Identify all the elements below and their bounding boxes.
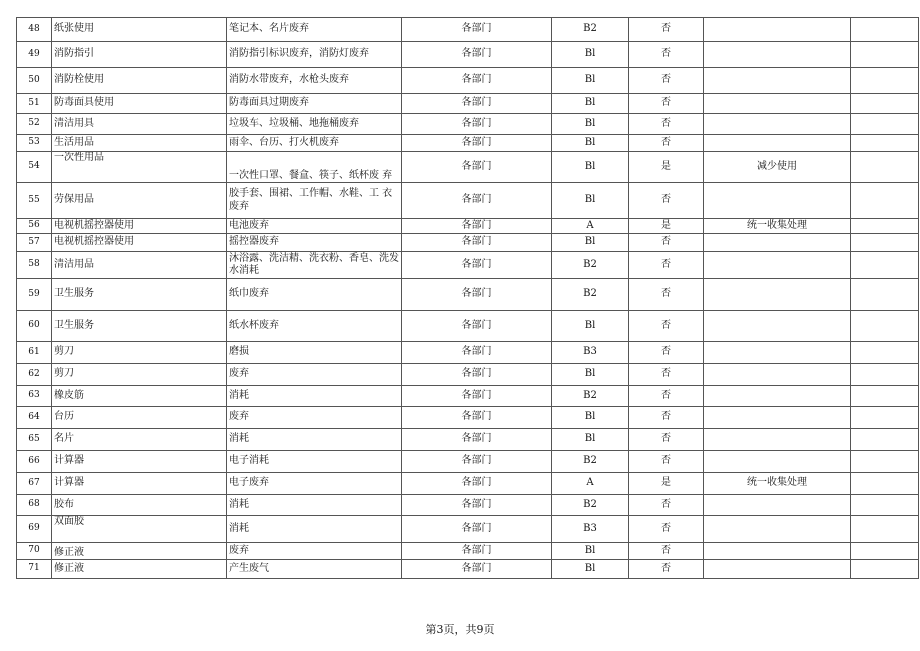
- row-number: 68: [17, 495, 52, 516]
- blank-cell: [851, 473, 919, 495]
- aspect-description: 电子废弃: [227, 473, 402, 495]
- blank-cell: [851, 234, 919, 252]
- significant-flag: 否: [629, 451, 704, 473]
- significant-flag: 是: [629, 473, 704, 495]
- row-number: 65: [17, 429, 52, 451]
- significant-flag: 否: [629, 114, 704, 135]
- blank-cell: [851, 219, 919, 234]
- level-code: B2: [552, 495, 629, 516]
- control-measure: [704, 429, 851, 451]
- table-row: [17, 183, 919, 219]
- aspect-description: 产生废气: [227, 560, 402, 579]
- level-code: B2: [552, 451, 629, 473]
- level-code: Bl: [552, 152, 629, 183]
- level-code: B2: [552, 18, 629, 42]
- level-code: Bl: [552, 234, 629, 252]
- page-number: 第3页，共9页: [425, 623, 495, 636]
- control-measure: [704, 342, 851, 364]
- control-measure: [704, 386, 851, 407]
- significant-flag: 否: [629, 429, 704, 451]
- row-number: 61: [17, 342, 52, 364]
- significant-flag: 否: [629, 543, 704, 560]
- level-code: Bl: [552, 183, 629, 219]
- table-row: [17, 364, 919, 386]
- aspect-description: 消耗: [227, 495, 402, 516]
- table-row: [17, 451, 919, 473]
- table-row: [17, 68, 919, 94]
- significant-flag: 否: [629, 386, 704, 407]
- control-measure: [704, 543, 851, 560]
- aspect-item: 台历: [52, 407, 227, 429]
- table-row: [17, 311, 919, 342]
- level-code: Bl: [552, 311, 629, 342]
- level-code: Bl: [552, 68, 629, 94]
- blank-cell: [851, 543, 919, 560]
- blank-cell: [851, 42, 919, 68]
- blank-cell: [851, 342, 919, 364]
- control-measure: [704, 94, 851, 114]
- control-measure: [704, 114, 851, 135]
- blank-cell: [851, 451, 919, 473]
- table-row: [17, 560, 919, 579]
- department: 各部门: [402, 429, 552, 451]
- significant-flag: 否: [629, 68, 704, 94]
- control-measure: [704, 451, 851, 473]
- level-code: Bl: [552, 114, 629, 135]
- row-number: 59: [17, 279, 52, 311]
- table-row: [17, 495, 919, 516]
- department: 各部门: [402, 68, 552, 94]
- control-measure: [704, 18, 851, 42]
- department: 各部门: [402, 219, 552, 234]
- aspect-description: 雨伞、台历、打火机废弃: [227, 135, 402, 152]
- aspect-description: 垃圾车、垃圾桶、地拖桶废弃: [227, 114, 402, 135]
- aspect-table: [16, 17, 919, 579]
- row-number: 66: [17, 451, 52, 473]
- aspect-description: 消耗: [227, 386, 402, 407]
- row-number: 67: [17, 473, 52, 495]
- significant-flag: 否: [629, 364, 704, 386]
- control-measure: [704, 42, 851, 68]
- row-number: 62: [17, 364, 52, 386]
- department: 各部门: [402, 42, 552, 68]
- control-measure: [704, 516, 851, 543]
- significant-flag: 否: [629, 279, 704, 311]
- blank-cell: [851, 279, 919, 311]
- aspect-item: 防毒面具使用: [52, 94, 227, 114]
- level-code: Bl: [552, 94, 629, 114]
- table-row: [17, 429, 919, 451]
- table-row: [17, 219, 919, 234]
- row-number: 51: [17, 94, 52, 114]
- row-number: 48: [17, 18, 52, 42]
- level-code: Bl: [552, 135, 629, 152]
- row-number: 63: [17, 386, 52, 407]
- control-measure: [704, 407, 851, 429]
- aspect-description: 防毒面具过期废弃: [227, 94, 402, 114]
- control-measure: [704, 252, 851, 279]
- table-row: [17, 42, 919, 68]
- aspect-item: 名片: [52, 429, 227, 451]
- aspect-description: 磨损: [227, 342, 402, 364]
- row-number: 70: [17, 543, 52, 560]
- level-code: B2: [552, 279, 629, 311]
- row-number: 54: [17, 152, 52, 183]
- department: 各部门: [402, 543, 552, 560]
- aspect-item: 剪刀: [52, 364, 227, 386]
- level-code: Bl: [552, 560, 629, 579]
- department: 各部门: [402, 94, 552, 114]
- table-row: [17, 516, 919, 543]
- table-row: [17, 18, 919, 42]
- aspect-description: 沐浴露、洗洁精、洗衣粉、香皂、洗发水消耗: [227, 252, 402, 279]
- aspect-description: 胶手套、围裙、工作帽、水鞋、工 衣废弃: [227, 183, 402, 219]
- blank-cell: [851, 429, 919, 451]
- row-number: 71: [17, 560, 52, 579]
- blank-cell: [851, 516, 919, 543]
- row-number: 50: [17, 68, 52, 94]
- row-number: 55: [17, 183, 52, 219]
- department: 各部门: [402, 279, 552, 311]
- significant-flag: 否: [629, 42, 704, 68]
- blank-cell: [851, 18, 919, 42]
- row-number: 49: [17, 42, 52, 68]
- department: 各部门: [402, 516, 552, 543]
- significant-flag: 否: [629, 94, 704, 114]
- aspect-item: 计算器: [52, 451, 227, 473]
- table-row: [17, 234, 919, 252]
- table-row: [17, 386, 919, 407]
- blank-cell: [851, 135, 919, 152]
- aspect-description: 消耗: [227, 516, 402, 543]
- level-code: B3: [552, 516, 629, 543]
- aspect-item: 清洁用品: [52, 252, 227, 279]
- significant-flag: 是: [629, 152, 704, 183]
- aspect-item: 卫生服务: [52, 311, 227, 342]
- aspect-description: 消耗: [227, 429, 402, 451]
- level-code: Bl: [552, 42, 629, 68]
- significant-flag: 否: [629, 516, 704, 543]
- department: 各部门: [402, 152, 552, 183]
- aspect-item: 胶布: [52, 495, 227, 516]
- aspect-item: 清洁用具: [52, 114, 227, 135]
- significant-flag: 否: [629, 407, 704, 429]
- level-code: Bl: [552, 543, 629, 560]
- aspect-description: 笔记本、名片废弃: [227, 18, 402, 42]
- control-measure: 减少使用: [704, 152, 851, 183]
- blank-cell: [851, 560, 919, 579]
- control-measure: [704, 364, 851, 386]
- row-number: 64: [17, 407, 52, 429]
- control-measure: 统一收集处理: [704, 473, 851, 495]
- aspect-description: 电子消耗: [227, 451, 402, 473]
- significant-flag: 否: [629, 234, 704, 252]
- table-row: [17, 94, 919, 114]
- aspect-item: 剪刀: [52, 342, 227, 364]
- aspect-description: 废弃: [227, 543, 402, 560]
- control-measure: [704, 135, 851, 152]
- aspect-description: 消防指引标识废弃，消防灯废弃: [227, 42, 402, 68]
- aspect-item: 修正液: [52, 543, 227, 560]
- blank-cell: [851, 386, 919, 407]
- significant-flag: 是: [629, 219, 704, 234]
- table-row: [17, 473, 919, 495]
- table-row: [17, 543, 919, 560]
- aspect-description: 纸水杯废弃: [227, 311, 402, 342]
- control-measure: [704, 234, 851, 252]
- aspect-item: 卫生服务: [52, 279, 227, 311]
- control-measure: [704, 311, 851, 342]
- aspect-item: 修正液: [52, 560, 227, 579]
- control-measure: [704, 279, 851, 311]
- department: 各部门: [402, 364, 552, 386]
- blank-cell: [851, 152, 919, 183]
- blank-cell: [851, 252, 919, 279]
- aspect-item: 消防栓使用: [52, 68, 227, 94]
- row-number: 52: [17, 114, 52, 135]
- aspect-item: 电视机摇控器使用: [52, 219, 227, 234]
- aspect-description: 消防水带废弃，水枪头废弃: [227, 68, 402, 94]
- control-measure: [704, 183, 851, 219]
- control-measure: [704, 560, 851, 579]
- blank-cell: [851, 114, 919, 135]
- aspect-item: 电视机摇控器使用: [52, 234, 227, 252]
- significant-flag: 否: [629, 183, 704, 219]
- department: 各部门: [402, 234, 552, 252]
- row-number: 60: [17, 311, 52, 342]
- blank-cell: [851, 183, 919, 219]
- row-number: 53: [17, 135, 52, 152]
- department: 各部门: [402, 18, 552, 42]
- department: 各部门: [402, 495, 552, 516]
- department: 各部门: [402, 342, 552, 364]
- department: 各部门: [402, 183, 552, 219]
- aspect-description: 摇控器废弃: [227, 234, 402, 252]
- blank-cell: [851, 94, 919, 114]
- table-row: [17, 135, 919, 152]
- aspect-description: 纸巾废弃: [227, 279, 402, 311]
- significant-flag: 否: [629, 311, 704, 342]
- table-row: [17, 114, 919, 135]
- department: 各部门: [402, 386, 552, 407]
- significant-flag: 否: [629, 560, 704, 579]
- blank-cell: [851, 495, 919, 516]
- level-code: B2: [552, 252, 629, 279]
- table-row: [17, 279, 919, 311]
- aspect-item: 劳保用品: [52, 183, 227, 219]
- aspect-item: 计算器: [52, 473, 227, 495]
- blank-cell: [851, 311, 919, 342]
- table-row: [17, 152, 919, 183]
- department: 各部门: [402, 451, 552, 473]
- significant-flag: 否: [629, 342, 704, 364]
- level-code: B3: [552, 342, 629, 364]
- aspect-item: 双面胶: [52, 516, 227, 543]
- aspect-description: 一次性口罩、餐盒、筷子、纸杯废 弃: [227, 152, 402, 183]
- aspect-item: 一次性用品: [52, 152, 227, 183]
- table-row: [17, 342, 919, 364]
- department: 各部门: [402, 560, 552, 579]
- level-code: A: [552, 219, 629, 234]
- department: 各部门: [402, 407, 552, 429]
- level-code: Bl: [552, 407, 629, 429]
- significant-flag: 否: [629, 495, 704, 516]
- level-code: B2: [552, 386, 629, 407]
- level-code: A: [552, 473, 629, 495]
- level-code: Bl: [552, 364, 629, 386]
- department: 各部门: [402, 473, 552, 495]
- aspect-description: 废弃: [227, 407, 402, 429]
- aspect-description: 废弃: [227, 364, 402, 386]
- blank-cell: [851, 68, 919, 94]
- level-code: Bl: [552, 429, 629, 451]
- significant-flag: 否: [629, 18, 704, 42]
- department: 各部门: [402, 114, 552, 135]
- blank-cell: [851, 407, 919, 429]
- aspect-item: 橡皮筋: [52, 386, 227, 407]
- row-number: 56: [17, 219, 52, 234]
- control-measure: [704, 68, 851, 94]
- row-number: 69: [17, 516, 52, 543]
- aspect-item: 纸张使用: [52, 18, 227, 42]
- control-measure: 统一收集处理: [704, 219, 851, 234]
- aspect-description: 电池废弃: [227, 219, 402, 234]
- blank-cell: [851, 364, 919, 386]
- significant-flag: 否: [629, 135, 704, 152]
- control-measure: [704, 495, 851, 516]
- row-number: 58: [17, 252, 52, 279]
- table-row: [17, 252, 919, 279]
- significant-flag: 否: [629, 252, 704, 279]
- department: 各部门: [402, 311, 552, 342]
- department: 各部门: [402, 252, 552, 279]
- department: 各部门: [402, 135, 552, 152]
- aspect-item: 生活用品: [52, 135, 227, 152]
- aspect-item: 消防指引: [52, 42, 227, 68]
- row-number: 57: [17, 234, 52, 252]
- table-row: [17, 407, 919, 429]
